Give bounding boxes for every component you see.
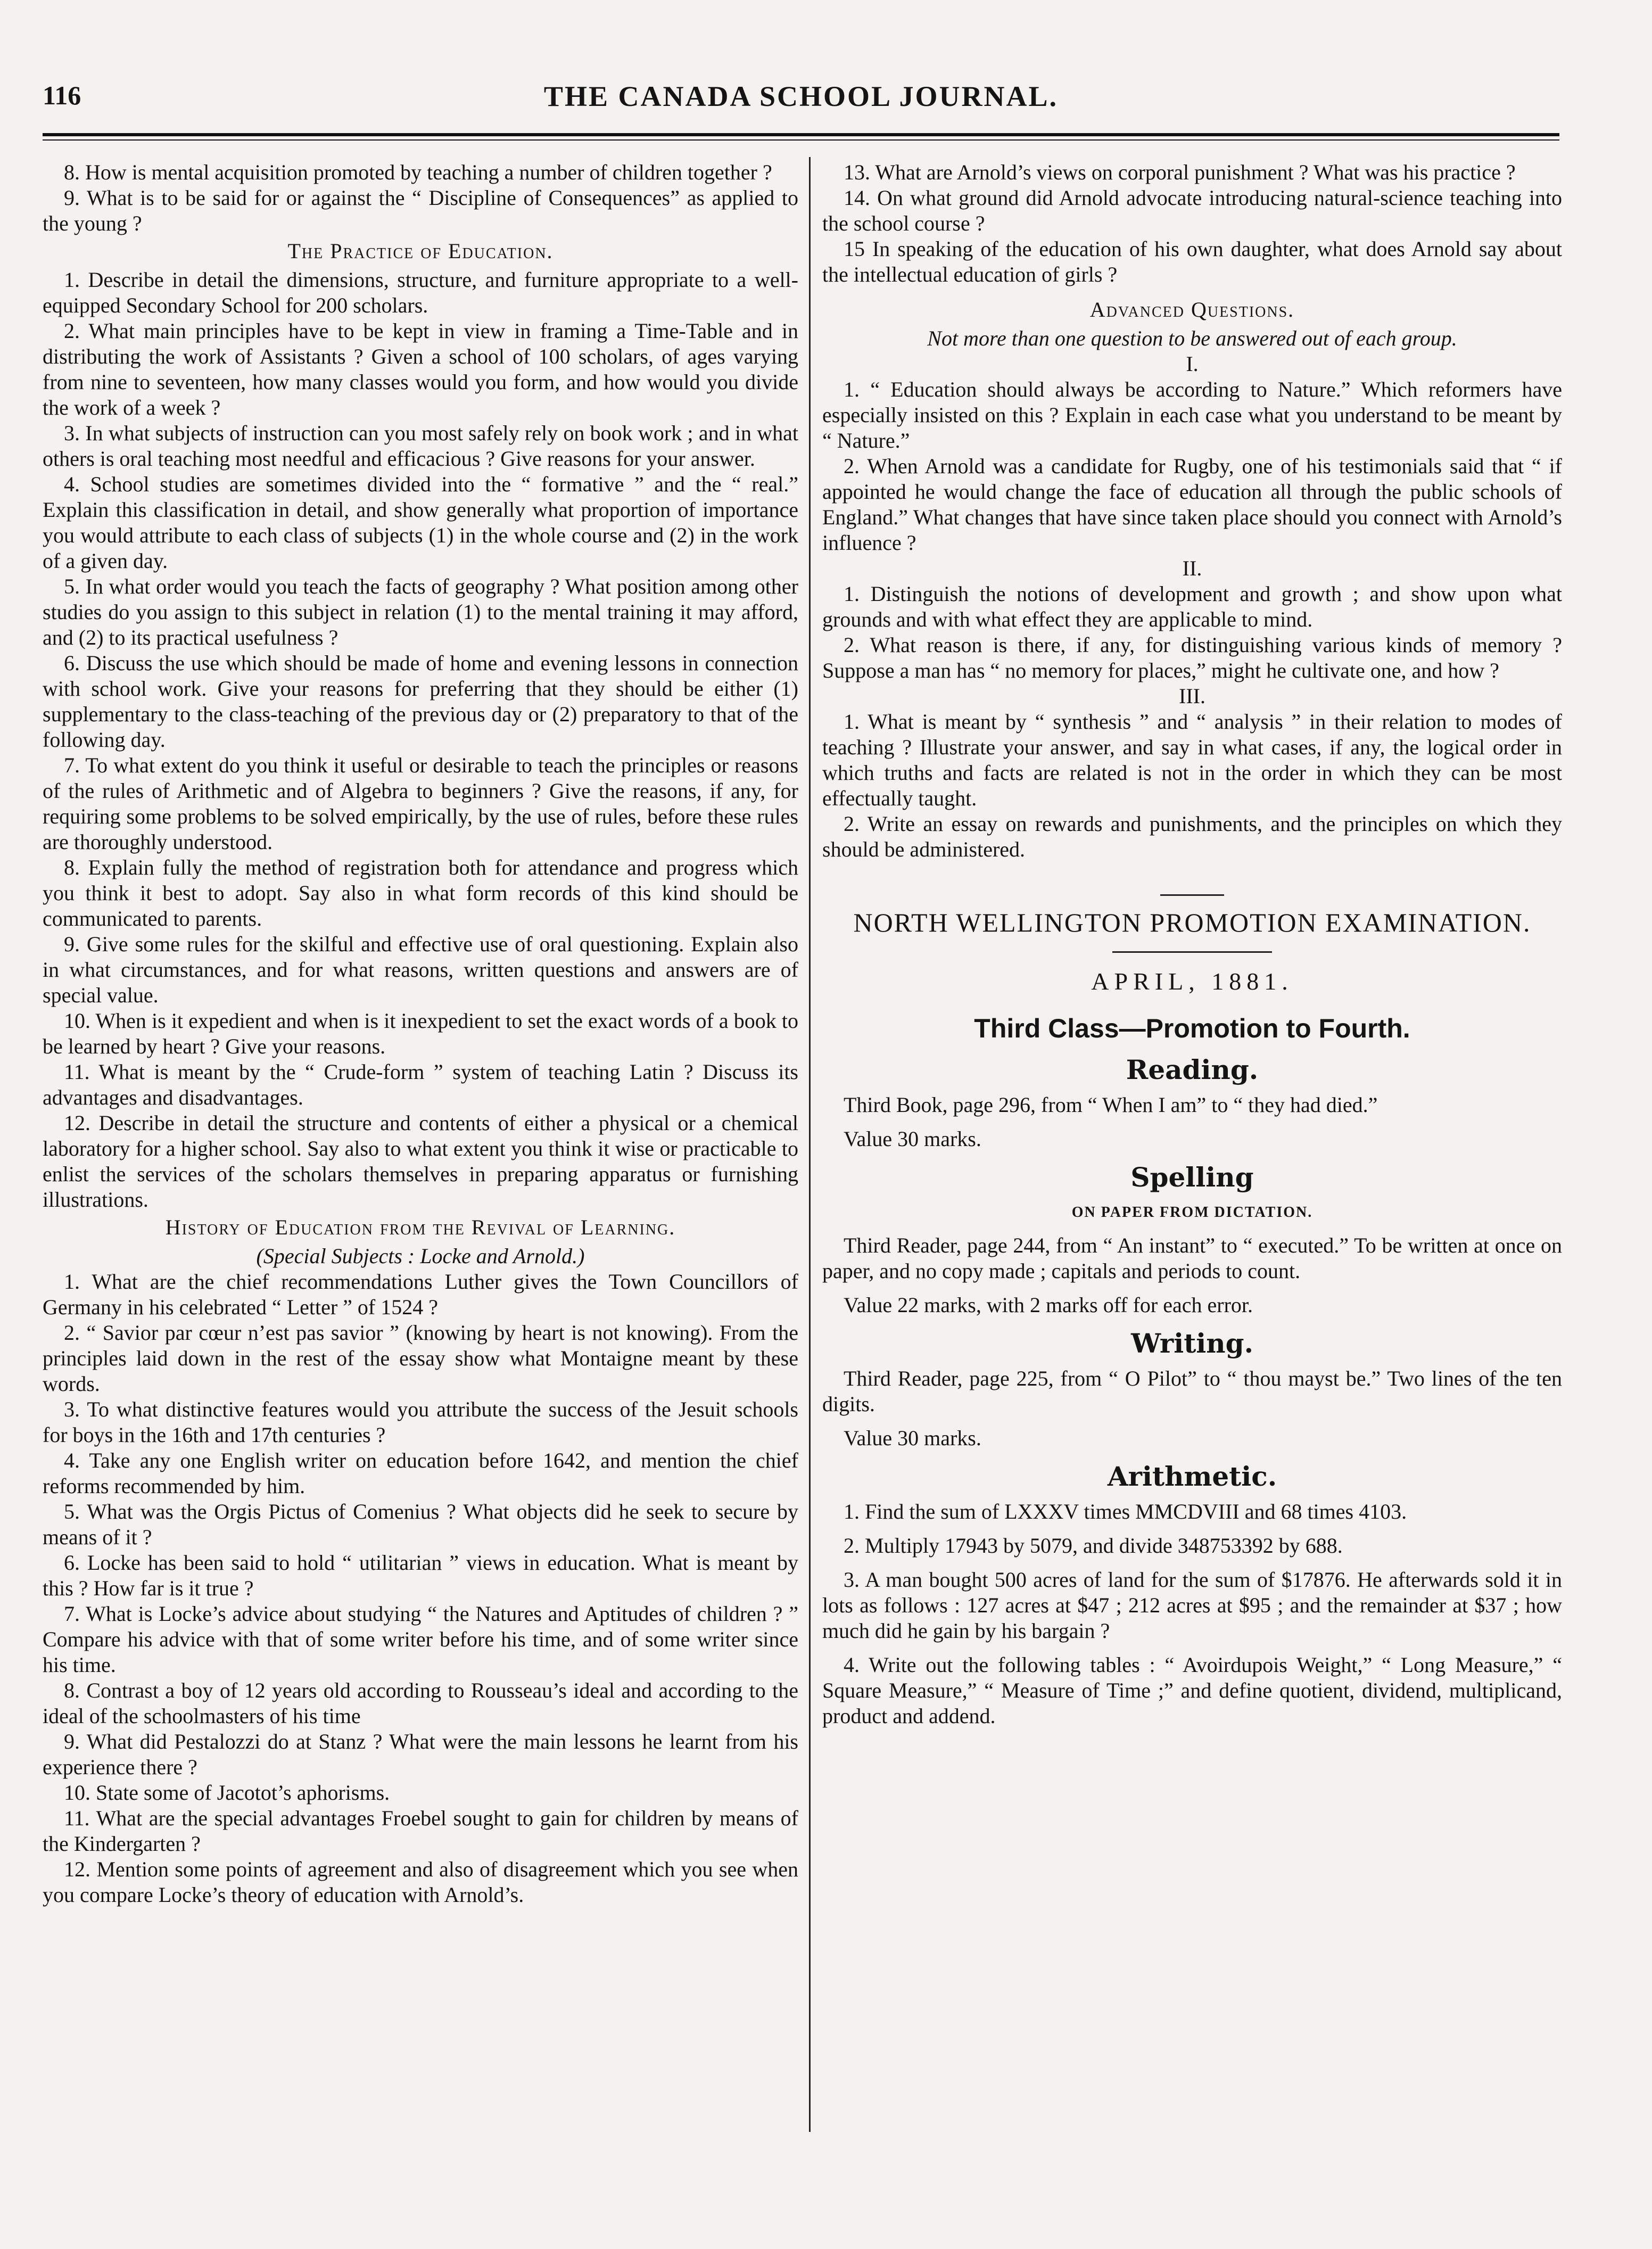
- question: 6. Discuss the use which should be made of home and evening lessons in connection with school work. Give your reasons for preferring that they should be either (1) supplementary to the class-teaching of the previous day or (2) preparatory to that of the following day.: [43, 651, 798, 752]
- section-rule: [1160, 894, 1224, 896]
- question: 13. What are Arnold’s views on corporal punishment ? What was his practice ?: [844, 160, 1516, 184]
- question: 1. What are the chief recommendations Luther gives the Town Councillors of Germany in his celebrated “ Letter ” of 1524 ?: [43, 1270, 798, 1319]
- page-header: [43, 80, 1559, 122]
- question: 2. Multiply 17943 by 5079, and divide 348753392 by 688.: [844, 1534, 1343, 1558]
- group-label: I.: [1186, 352, 1199, 376]
- question: 7. To what extent do you think it useful or desirable to teach the principles or reasons of the rules of Arithmetic and of Algebra to beginners ? Give the reasons, if any, for requiring some problems to be solved empirically, by the use of rules, before these rules are thoroughly understood.: [43, 753, 798, 854]
- section-subheading: (Special Subjects : Locke and Arnold.): [256, 1244, 585, 1268]
- section-heading: History of Education from the Revival of Learning.: [165, 1215, 676, 1239]
- arithmetic-heading: Arithmetic.: [1107, 1461, 1277, 1492]
- question: 1. Distinguish the notions of development and growth ; and show upon what grounds and with what effect they are applicable to mind.: [822, 582, 1562, 631]
- question: 12. Mention some points of agreement and also of disagreement which you see when you compare Locke’s theory of education with Arnold’s.: [43, 1857, 798, 1907]
- spelling-heading: Spelling: [1130, 1161, 1254, 1193]
- question: 1. Describe in detail the dimensions, structure, and furniture appropriate to a well-equipped Secondary School for 200 scholars.: [43, 268, 798, 317]
- question: 9. What did Pestalozzi do at Stanz ? What were the main lessons he learnt from his experience there ?: [43, 1729, 798, 1779]
- question: 8. How is mental acquisition promoted by teaching a number of children together ?: [64, 160, 772, 184]
- question: 9. Give some rules for the skilful and effective use of oral questioning. Explain also in what circumstances, and for what reasons, written questions and answers are of special value.: [43, 932, 798, 1007]
- question: 14. On what ground did Arnold advocate introducing natural-science teaching into the school course ?: [822, 186, 1562, 235]
- question: 5. What was the Orgis Pictus of Comenius ? What objects did he seek to secure by means of it ?: [43, 1500, 798, 1549]
- reading-line: Third Book, page 296, from “ When I am” to “ they had died.”: [844, 1093, 1378, 1117]
- question: 11. What is meant by the “ Crude-form ” system of teaching Latin ? Discuss its advantages and disadvantages.: [43, 1060, 798, 1109]
- question: 6. Locke has been said to hold “ utilitarian ” views in education. What is meant by this ? How far is it true ?: [43, 1551, 798, 1600]
- question: 2. “ Savior par cœur n’est pas savior ” (knowing by heart is not knowing). From the principles laid down in the rest of the essay show what Montaigne meant by these words.: [43, 1321, 798, 1396]
- question: 10. When is it expedient and when is it inexpedient to set the exact words of a book to be learned by heart ? Give your reasons.: [43, 1009, 798, 1058]
- right-column: [822, 160, 1562, 1737]
- question: 5. In what order would you teach the facts of geography ? What position among other studies do you assign to this subject in relation (1) to the mental training it may afford, and (2) to its practical usefulness ?: [43, 574, 798, 649]
- header-rule: [43, 133, 1559, 136]
- reading-heading: Reading.: [1126, 1054, 1259, 1085]
- group-label: III.: [1179, 684, 1205, 708]
- class-title: Third Class—Promotion to Fourth.: [974, 1014, 1410, 1043]
- header-rule-thin: [43, 139, 1559, 141]
- spelling-line: Value 22 marks, with 2 marks off for each error.: [844, 1293, 1253, 1317]
- question: 3. To what distinctive features would you attribute the success of the Jesuit schools for boys in the 16th and 17th centuries ?: [43, 1397, 798, 1447]
- question: 1. “ Education should always be according to Nature.” Which reformers have especially insisted on this ? Explain in each case what you understand to be meant by “ Nature.”: [822, 377, 1562, 452]
- exam-date: APRIL, 1881.: [1091, 968, 1293, 995]
- writing-line: Value 30 marks.: [844, 1426, 981, 1450]
- writing-heading: Writing.: [1130, 1328, 1254, 1359]
- exam-title: NORTH WELLINGTON PROMOTION EXAMINATION.: [853, 908, 1531, 937]
- section-note: Not more than one question to be answered out of each group.: [927, 326, 1457, 350]
- question: 12. Describe in detail the structure and contents of either a physical or a chemical laboratory for a higher school. Say also to what extent you think it wise or practicable to enlist the services of the scholars themselves in preparing apparatus or furnishing illustrations.: [43, 1111, 798, 1212]
- column-divider: [809, 157, 811, 2132]
- question: 2. What main principles have to be kept in view in framing a Time-Table and in distributing the work of Assistants ? Given a school of 100 scholars, of ages varying from nine to seventeen, how many classes would you form, and how would you divide the work of a week ?: [43, 319, 798, 419]
- question: 4. Write out the following tables : “ Avoirdupois Weight,” “ Long Measure,” “ Square Measure,” “ Measure of Time ;” and define quotient, dividend, multiplicand, product and addend.: [822, 1653, 1562, 1728]
- writing-line: Third Reader, page 225, from “ O Pilot” to “ thou mayst be.” Two lines of the ten digits.: [822, 1366, 1562, 1416]
- question: 7. What is Locke’s advice about studying “ the Natures and Aptitudes of children ? ” Compare his advice with that of some writer before his time, and of some writer since his time.: [43, 1602, 798, 1677]
- title-rule: [1112, 951, 1272, 953]
- question: 3. In what subjects of instruction can you most safely rely on book work ; and in what others is oral teaching most needful and efficacious ? Give reasons for your answer.: [43, 421, 798, 471]
- question: 4. Take any one English writer on education before 1642, and mention the chief reforms recommended by him.: [43, 1448, 798, 1498]
- question: 3. A man bought 500 acres of land for the sum of $17876. He afterwards sold it in lots as follows : 127 acres at $47 ; 212 acres at $95 ; and the remainder at $37 ; how much did he gain by his bargain ?: [822, 1568, 1562, 1643]
- question: 1. Find the sum of LXXXV times MMCDVIII and 68 times 4103.: [844, 1500, 1407, 1523]
- spelling-subheading: ON PAPER FROM DICTATION.: [1071, 1204, 1313, 1221]
- question: 15 In speaking of the education of his own daughter, what does Arnold say about the intellectual education of girls ?: [822, 237, 1562, 286]
- group-label: II.: [1182, 556, 1202, 580]
- left-column: [43, 160, 798, 1908]
- question: 8. Contrast a boy of 12 years old according to Rousseau’s ideal and according to the ideal of the schoolmasters of his time: [43, 1678, 798, 1728]
- question: 4. School studies are sometimes divided into the “ formative ” and the “ real.” Explain this classification in detail, and show generally what proportion of importance you would attribute to each class of subjects (1) in the whole course and (2) in the work of a given day.: [43, 472, 798, 573]
- question: 11. What are the special advantages Froebel sought to gain for children by means of the Kindergarten ?: [43, 1806, 798, 1856]
- spelling-line: Third Reader, page 244, from “ An instant” to “ executed.” To be written at once on paper, and no copy made ; capitals and periods to count.: [822, 1233, 1562, 1283]
- journal-title: THE CANADA SCHOOL JOURNAL.: [543, 80, 1059, 112]
- section-heading: Advanced Questions.: [1089, 298, 1295, 322]
- question: 2. Write an essay on rewards and punishments, and the principles on which they should be administered.: [822, 812, 1562, 861]
- question: 8. Explain fully the method of registration both for attendance and progress which you think it best to adopt. Say also in what form records of this kind should be communicated to parents.: [43, 855, 798, 930]
- question: 2. What reason is there, if any, for distinguishing various kinds of memory ? Suppose a man has “ no memory for places,” might he cultivate one, and how ?: [822, 633, 1562, 682]
- question: 9. What is to be said for or against the “ Discipline of Consequences” as applied to the young ?: [43, 186, 798, 235]
- question: 1. What is meant by “ synthesis ” and “ analysis ” in their relation to modes of teaching ? Illustrate your answer, and say in what cases, if any, the logical order in which truths and facts are related is not in the order in which they can be most effectually taught.: [822, 710, 1562, 810]
- question: 10. State some of Jacotot’s aphorisms.: [64, 1781, 390, 1805]
- question: 2. When Arnold was a candidate for Rugby, one of his testimonials said that “ if appointed he would change the face of education all through the public schools of England.” What changes that have since taken place should you connect with Arnold’s influence ?: [822, 454, 1562, 555]
- section-heading: The Practice of Education.: [287, 239, 554, 263]
- page-number: 116: [43, 80, 81, 110]
- reading-line: Value 30 marks.: [844, 1127, 981, 1151]
